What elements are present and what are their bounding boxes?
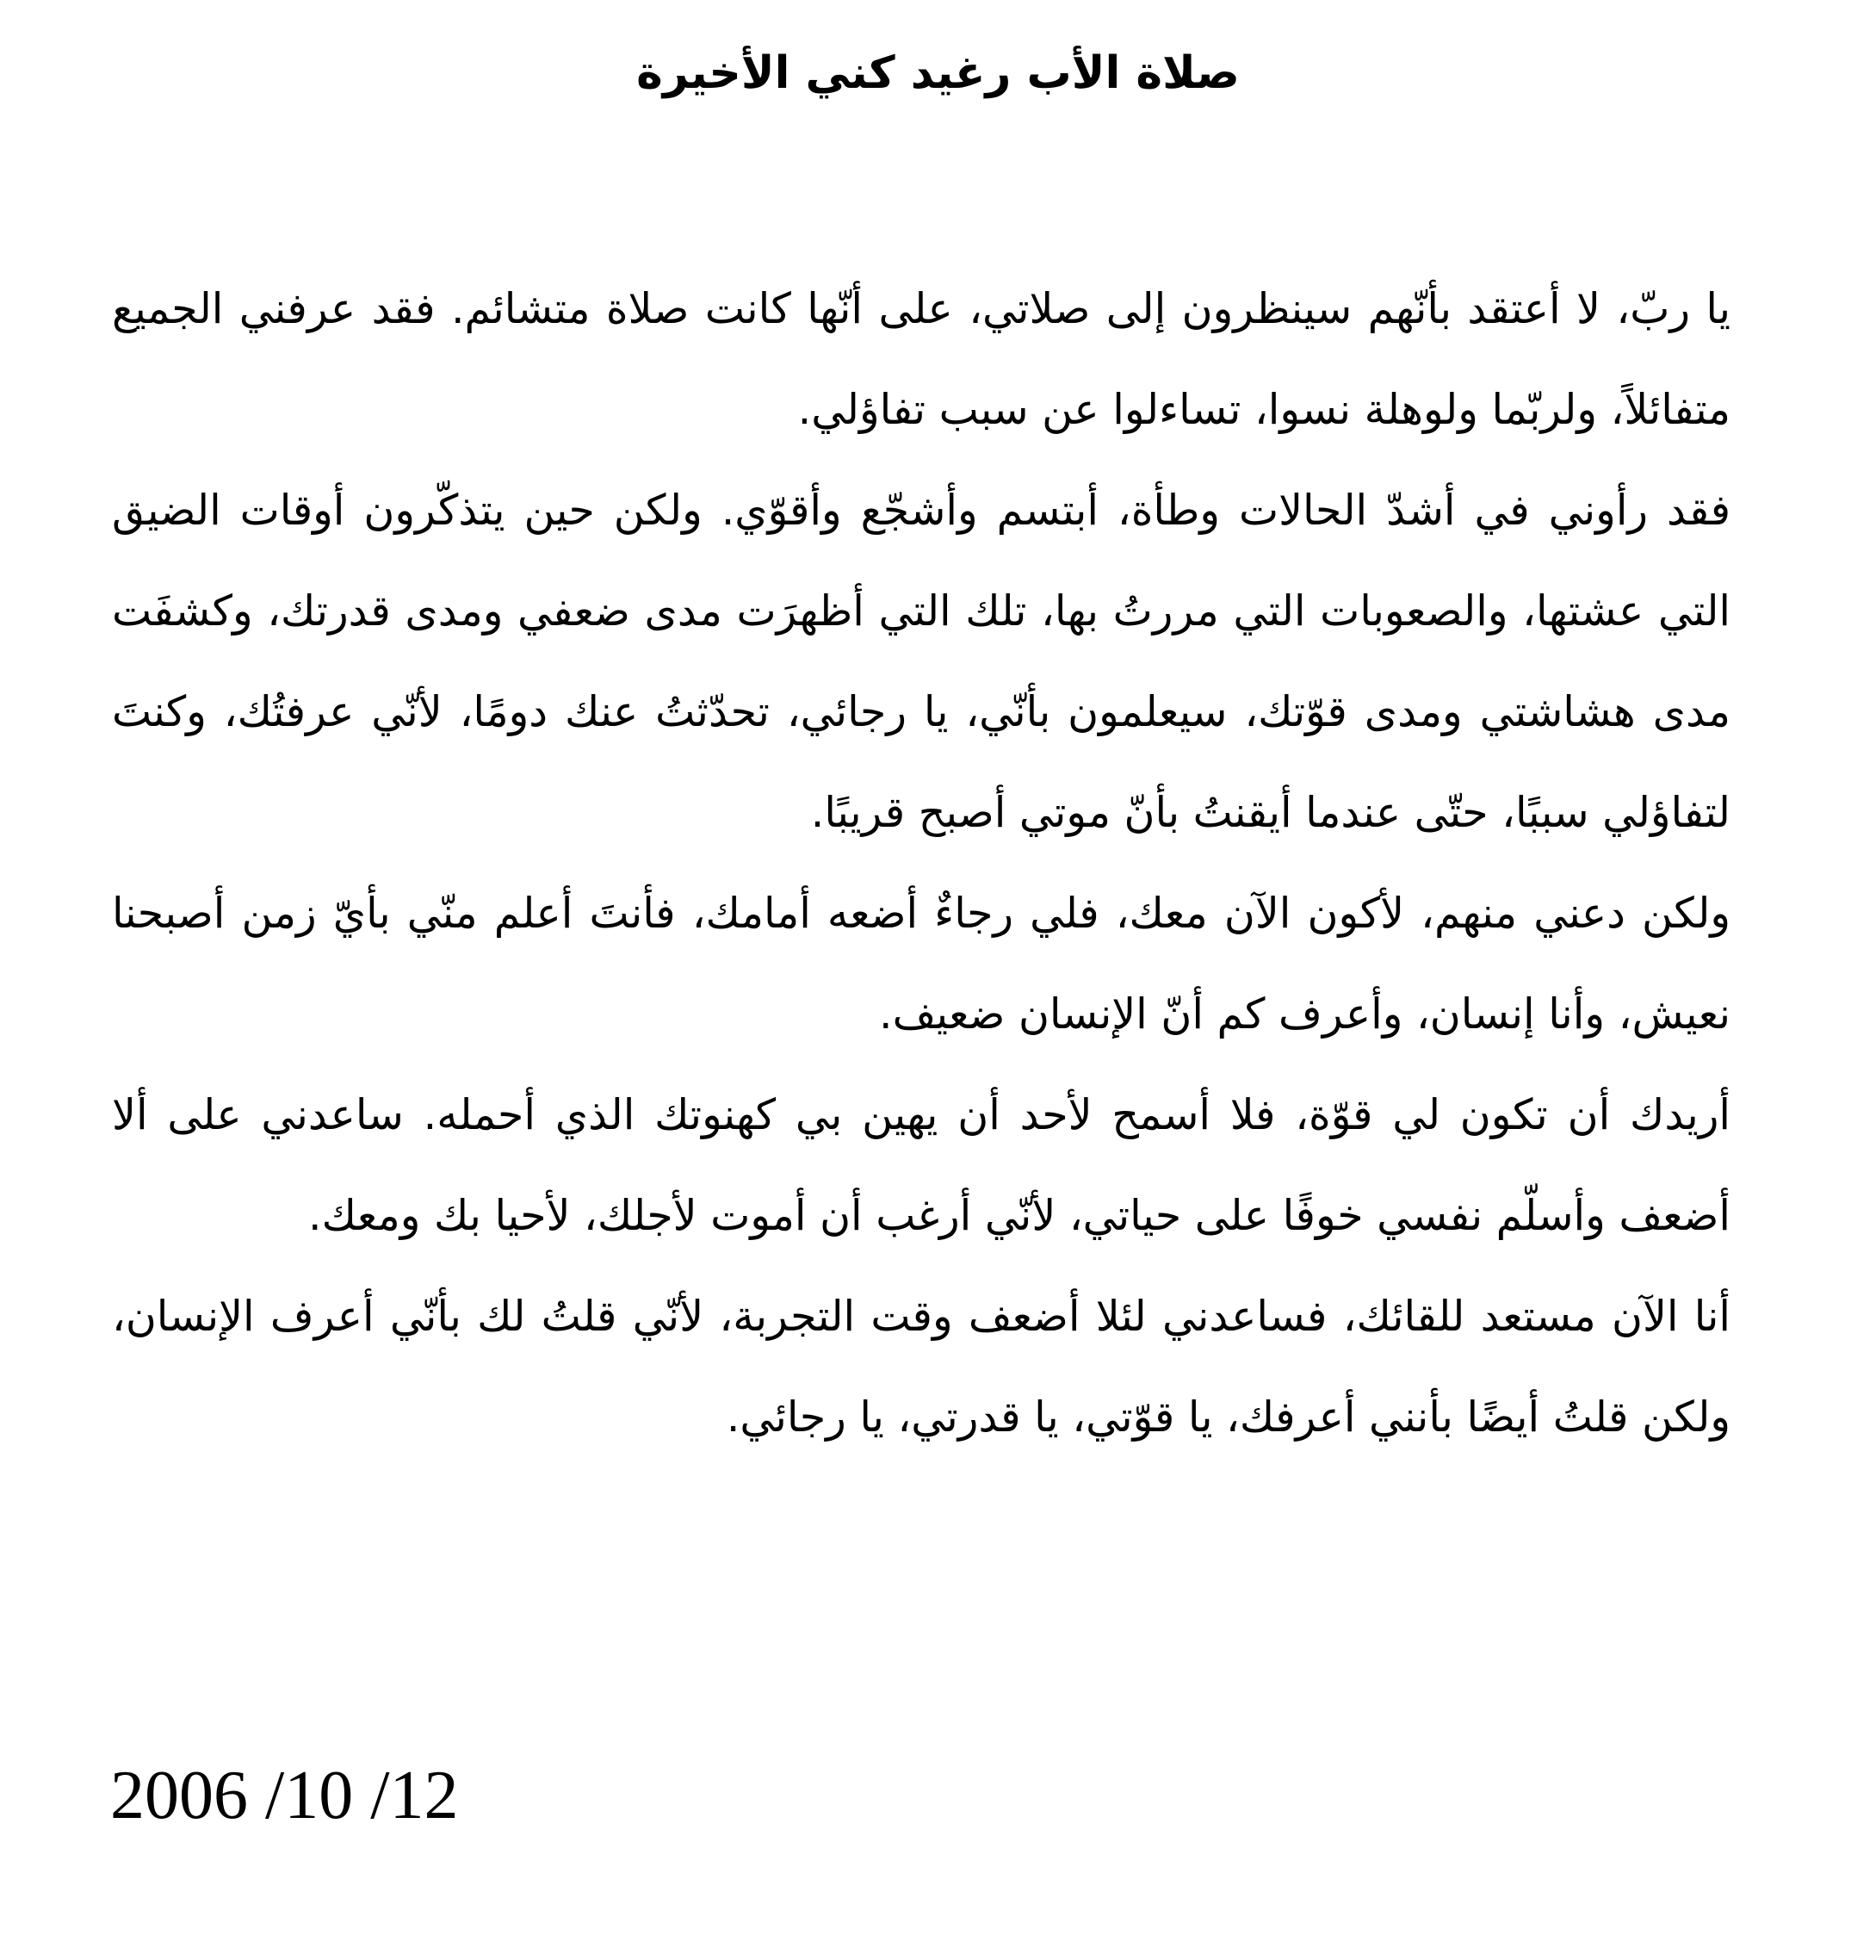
paragraph-4: أريدك أن تكون لي قوّة، فلا أسمح لأحد أن يهين بي كهنوتك الذي أحمله. ساعدني على ألا أضعف وأسلّم نفسي خوفًا على حياتي، لأنّي أرغب أن أموت لأجلك، لأحيا بك ومعك. <box>112 1090 1731 1240</box>
paragraph-1: يا ربّ، لا أعتقد بأنّهم سينظرون إلى صلاتي، على أنّها كانت صلاة متشائم. فقد عرفني الجميع متفائلاً، ولربّما ولوهلة نسوا، تساءلوا عن سبب تفاؤلي. <box>112 284 1731 434</box>
document-title: صلاة الأب رغيد كني الأخيرة <box>636 47 1240 99</box>
document-date: 2006 /10 /12 <box>110 1758 459 1833</box>
prayer-body <box>112 258 1731 1467</box>
paragraph-2: فقد رأوني في أشدّ الحالات وطأة، أبتسم وأشجّع وأقوّي. ولكن حين يتذكّرون أوقات الضيق التي عشتها، والصعوبات التي مررتُ بها، تلك التي أظهرَت مدى ضعفي ومدى قدرتك، وكشفَت مدى هشاشتي ومدى قوّتك، سيعلمون بأنّي، يا رجائي، تحدّثتُ عنك دومًا، لأنّي عرفتُك، وكنتَ لتفاؤلي سببًا، حتّى عندما أيقنتُ بأنّ موتي أصبح قريبًا. <box>112 486 1731 837</box>
paragraph-3: ولكن دعني منهم، لأكون الآن معك، فلي رجاءٌ أضعه أمامك، فأنتَ أعلم منّي بأيّ زمن أصبحنا نعيش، وأنا إنسان، وأعرف كم أنّ الإنسان ضعيف. <box>112 889 1731 1039</box>
paragraph-5: أنا الآن مستعد للقائك، فساعدني لئلا أضعف وقت التجربة، لأنّي قلتُ لك بأنّي أعرف الإنسان، ولكن قلتُ أيضًا بأنني أعرفك، يا قوّتي، يا قدرتي، يا رجائي. <box>112 1292 1731 1442</box>
